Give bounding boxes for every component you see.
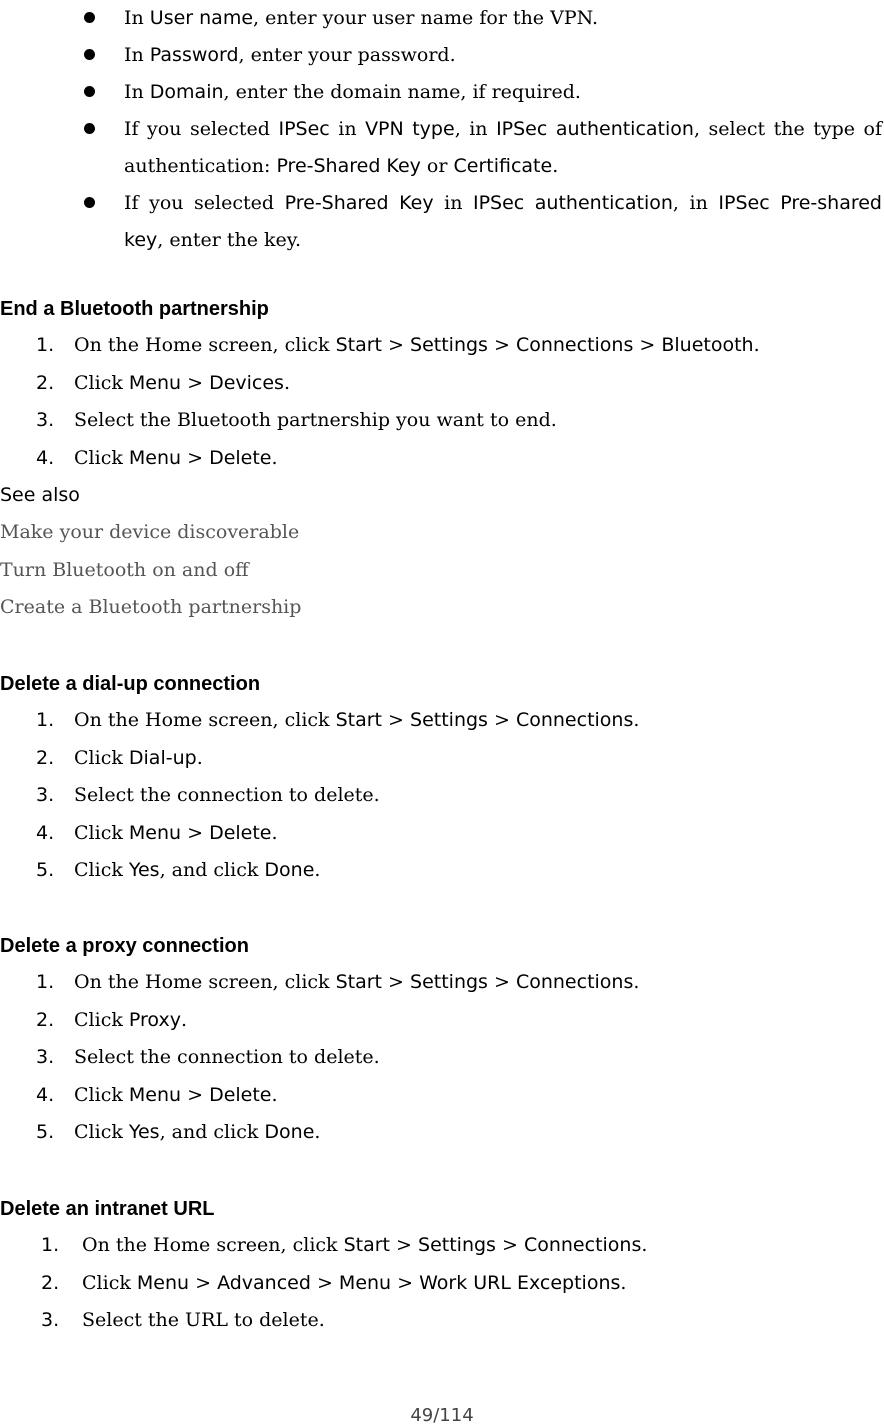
text-run: > [382,709,411,731]
ui-term: Connections [523,1234,642,1256]
bullet-item [0,74,884,111]
ui-term: Delete [209,821,272,844]
ui-term: Menu [128,1083,182,1106]
text-run: . [180,1008,187,1031]
text-run: Click [74,1083,129,1106]
ui-term: Menu [136,1271,190,1294]
ui-term: Delete [209,1083,272,1106]
ui-term: Settings [410,334,488,356]
bullet-text [124,0,882,37]
text-run: , enter the domain name, if required. [223,81,581,103]
text-run: > [382,971,411,993]
text-run: > [487,334,516,356]
ui-term: Pre-Shared Key [284,192,434,214]
ui-term: Advanced [217,1271,311,1294]
text-run: , select the type of authentication: [124,118,882,177]
text-run: , in [454,118,497,140]
step-number: 3. [41,1309,60,1331]
ui-term: Settings [410,971,488,993]
step-item [0,852,884,890]
step-item [0,964,884,1002]
step-item [0,1114,884,1152]
ui-term: VPN type [365,118,455,140]
text-run: . [283,371,290,394]
section-heading-end-bluetooth: End a Bluetooth partnership [0,298,269,320]
text-run: > [181,821,210,844]
text-run: Select the URL to delete. [82,1309,325,1331]
text-run: On the Home screen, click [74,971,336,993]
bullet-item [0,111,884,185]
step-number: 5. [36,1121,55,1143]
ui-term: Connections [515,971,634,993]
text-run: in [329,118,366,140]
bullet-dot-icon [84,12,95,23]
text-run: Click [74,746,129,769]
step-number: 5. [36,859,55,881]
ui-term: Menu [128,371,182,394]
bullet-list [0,0,884,259]
section-heading-delete-proxy: Delete a proxy connection [0,935,249,957]
text-run: Click [82,1271,137,1294]
text-run: Click [74,446,129,469]
text-run: . [620,1271,627,1294]
step-text [74,702,639,740]
step-text [82,1302,325,1340]
ui-term: Done [264,1121,315,1143]
ui-term: IPSec Pre-shared key [124,192,882,251]
text-run: > [382,334,411,356]
ui-term: Pre-Shared Key [276,155,421,177]
steps-end-bluetooth [0,327,884,477]
step-item [0,402,884,440]
step-item [0,777,884,815]
step-number: 4. [36,1083,55,1106]
step-text [74,327,760,365]
text-run: or [420,155,454,177]
text-run: . [641,1234,648,1256]
text-run: Click [74,821,129,844]
ui-term: Start [335,971,383,993]
step-item [0,702,884,740]
ui-term: User name [149,7,254,29]
text-run: > [487,709,516,731]
text-run: > [189,1271,218,1294]
steps-delete-intranet-url [0,1227,884,1340]
text-run: In [124,7,150,29]
ui-term: Settings [418,1234,496,1256]
see-also-link-discoverable[interactable]: Make your device discoverable [0,521,300,543]
text-run: Click [74,371,129,394]
text-run: Click [74,1008,129,1031]
ui-term: Start [335,709,383,731]
text-run: . [314,859,321,881]
step-text [74,852,320,890]
ui-term: Settings [410,709,488,731]
text-run: > [181,371,210,394]
step-item [0,1002,884,1040]
bullet-dot-icon [84,197,95,208]
ui-term: Password [149,44,239,66]
text-run: If you selected [124,118,279,140]
ui-term: Yes [128,859,160,881]
bullet-dot-icon [84,123,95,134]
ui-term: Delete [209,446,272,469]
text-run: . [633,709,640,731]
bullet-text [124,74,882,111]
step-number: 2. [41,1271,60,1294]
step-number: 4. [36,446,55,469]
step-text [74,964,639,1002]
ui-term: Work URL Exceptions [419,1271,621,1294]
step-number: 1. [41,1234,60,1256]
ui-term: Menu [128,821,182,844]
text-run: > [181,1083,210,1106]
text-run: Click [74,1121,129,1143]
ui-term: Proxy [128,1008,181,1031]
step-text [82,1265,626,1303]
step-number: 2. [36,371,55,394]
ui-term: Bluetooth [661,334,754,356]
bullet-item [0,37,884,74]
text-run: Click [74,859,129,881]
step-number: 3. [36,409,55,431]
step-item [0,440,884,478]
step-number: 3. [36,1046,55,1068]
step-text [74,1077,278,1115]
bullet-item [0,0,884,37]
ui-term: Certificate [453,155,553,177]
step-item [0,365,884,403]
text-run: > [391,1271,420,1294]
see-also-link-create-partnership[interactable]: Create a Bluetooth partnership [0,596,302,618]
step-number: 2. [36,1008,55,1031]
text-run: On the Home screen, click [74,334,336,356]
text-run: > [181,446,210,469]
step-text [74,402,557,440]
text-run: , in [672,192,719,214]
text-run: . [633,971,640,993]
text-run: If you selected [124,192,285,214]
text-run: Select the connection to delete. [74,784,380,806]
see-also-label: See also [0,484,80,506]
step-item [0,327,884,365]
step-item [0,815,884,853]
ui-term: Connections [515,334,634,356]
step-item [0,1265,884,1303]
text-run: . [753,334,760,356]
text-run: , enter your user name for the VPN. [253,7,599,29]
bullet-text [124,111,882,185]
text-run: Select the Bluetooth partnership you want to end. [74,409,557,431]
text-run: . [271,446,278,469]
ui-term: Start [335,334,383,356]
step-number: 1. [36,709,55,731]
text-run: . [552,155,559,177]
step-text [74,365,290,403]
ui-term: IPSec [278,118,330,140]
step-number: 1. [36,334,55,356]
text-run: On the Home screen, click [82,1234,344,1256]
text-run: Select the connection to delete. [74,1046,380,1068]
step-text [74,740,203,778]
ui-term: IPSec authentication [496,118,694,140]
bullet-item [0,185,884,259]
see-also-link-bluetooth-on-off[interactable]: Turn Bluetooth on and off [0,559,249,581]
bullet-text [124,185,882,259]
text-run: On the Home screen, click [74,709,336,731]
text-run: > [495,1234,524,1256]
text-run: . [271,1083,278,1106]
step-text [74,815,278,853]
text-run: in [433,192,473,214]
ui-term: Done [264,859,315,881]
text-run: > [390,1234,419,1256]
step-text [74,1039,380,1077]
step-text [74,1002,187,1040]
ui-term: Dial-up [128,746,197,769]
text-run: , and click [159,1121,265,1143]
ui-term: Devices [209,371,284,394]
steps-delete-dialup [0,702,884,890]
step-item [0,1039,884,1077]
text-run: In [124,44,150,66]
step-item [0,1077,884,1115]
section-heading-delete-intranet-url: Delete an intranet URL [0,1198,215,1220]
text-run: > [310,1271,339,1294]
step-item [0,740,884,778]
bullet-dot-icon [84,86,95,97]
step-number: 4. [36,821,55,844]
text-run: . [271,821,278,844]
step-text [82,1227,647,1265]
step-number: 3. [36,784,55,806]
step-text [74,1114,320,1152]
step-text [74,440,278,478]
step-item [0,1227,884,1265]
text-run: In [124,81,150,103]
ui-term: Connections [515,709,634,731]
step-number: 2. [36,746,55,769]
page-number: 49/114 [410,1405,474,1426]
text-run: > [487,971,516,993]
ui-term: Menu [338,1271,392,1294]
text-run: , enter the key. [157,229,301,251]
text-run: . [196,746,203,769]
ui-term: IPSec authentication [472,192,673,214]
bullet-text [124,37,882,74]
step-item [0,1302,884,1340]
ui-term: Start [343,1234,391,1256]
bullet-dot-icon [84,49,95,60]
section-heading-delete-dialup: Delete a dial-up connection [0,673,261,695]
ui-term: Yes [128,1121,160,1143]
text-run: , enter your password. [238,44,456,66]
text-run: , and click [159,859,265,881]
text-run: > [633,334,662,356]
text-run: . [314,1121,321,1143]
step-number: 1. [36,971,55,993]
ui-term: Domain [149,81,224,103]
steps-delete-proxy [0,964,884,1152]
ui-term: Menu [128,446,182,469]
step-text [74,777,380,815]
